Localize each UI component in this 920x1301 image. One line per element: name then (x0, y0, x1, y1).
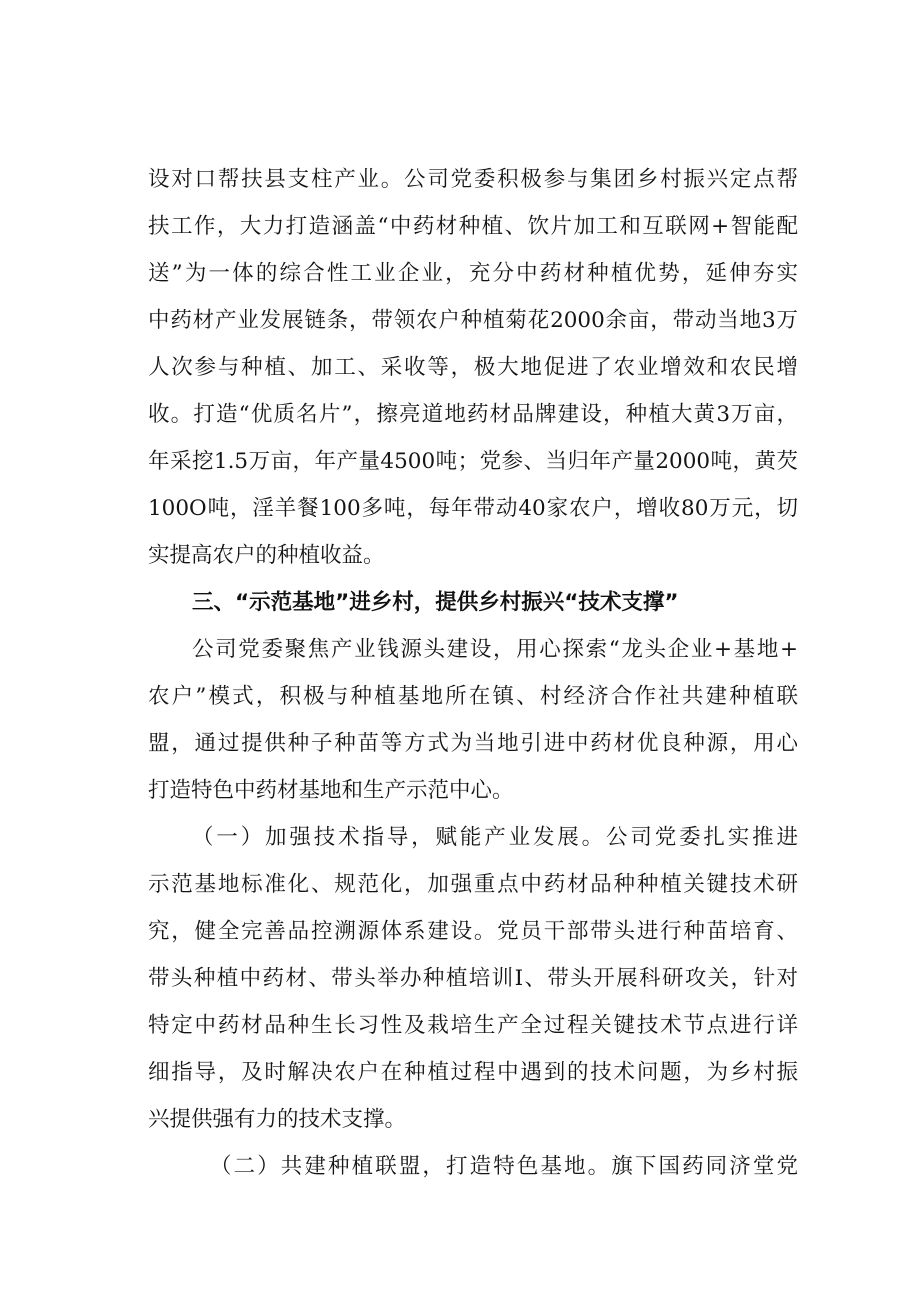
paragraph-line: 中药材产业发展链条，带领农户种植菊花2000余亩，带动当地3万 (148, 308, 798, 333)
paragraph-line: 兴提供强有力的技术支撑。 (148, 1107, 407, 1132)
paragraph-line: 农户”模式，积极与种植基地所在镇、村经济合作社共建种植联 (148, 684, 798, 709)
paragraph-line: 设对口帮扶县支柱产业。公司党委积极参与集团乡村振兴定点帮 (148, 167, 798, 192)
paragraph-line: 100O吨，淫羊餐100多吨，每年带动40家农户，增收80万元，切 (148, 496, 798, 521)
paragraph-line: 年采挖1.5万亩，年产量4500吨；党参、当归年产量2000吨，黄芡 (148, 449, 798, 474)
paragraph-line: 细指导，及时解决农户在种植过程中遇到的技术问题，为乡村振 (148, 1060, 798, 1085)
section-heading: 三、“示范基地”进乡村，提供乡村振兴“技术支撑” (192, 590, 679, 615)
paragraph-line: （一）加强技术指导，赋能产业发展。公司党委扎实推进 (192, 825, 798, 850)
paragraph-line: 人次参与种植、加工、采收等，极大地促进了农业增效和农民增 (148, 355, 798, 380)
paragraph-line: 扶工作，大力打造涵盖“中药材种植、饮片加工和互联网+智能配 (148, 214, 798, 239)
paragraph-line: 盟，通过提供种子种苗等方式为当地引进中药材优良种源，用心 (148, 731, 798, 756)
paragraph-line: 收。打造“优质名片”，擦亮道地药材品牌建设，种植大黄3万亩， (148, 402, 798, 427)
paragraph-line: 打造特色中药材基地和生产示范中心。 (148, 778, 514, 803)
paragraph-line: 究，健全完善品控溯源体系建设。党员干部带头进行种苗培育、 (148, 919, 798, 944)
paragraph-line: （二）共建种植联盟，打造特色基地。旗下国药同济堂党 (210, 1154, 798, 1179)
paragraph-line: 公司党委聚焦产业钱源头建设，用心探索“龙头企业+基地+ (192, 637, 798, 662)
paragraph-line: 送”为一体的综合性工业企业，充分中药材种植优势，延伸夯实 (148, 261, 798, 286)
paragraph-line: 带头种植中药材、带头举办种植培训I、带头开展科研攻关，针对 (148, 966, 798, 991)
paragraph-line: 实提高农户的种植收益。 (148, 543, 385, 568)
paragraph-line: 示范基地标准化、规范化，加强重点中药材品种种植关键技术研 (148, 872, 798, 897)
paragraph-line: 特定中药材品种生长习性及栽培生产全过程关键技术节点进行详 (148, 1013, 798, 1038)
